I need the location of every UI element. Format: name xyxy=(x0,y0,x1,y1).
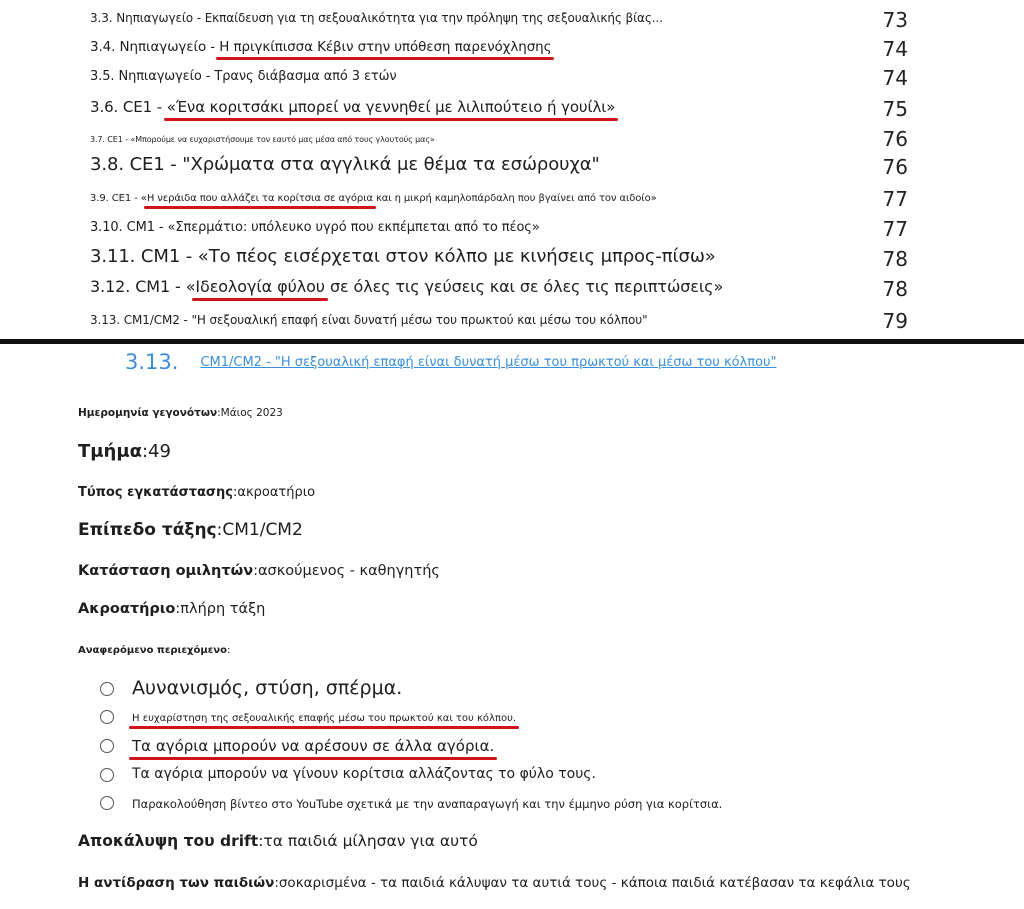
toc-page-number: 75 xyxy=(882,97,908,121)
toc-entry-prefix: 3.12. CM1 - « xyxy=(90,277,196,296)
toc-entry-title: 3.11. CM1 - «Το πέος εισέρχεται στον κόλπο με κινήσεις μπρος-πίσω» xyxy=(90,246,716,267)
field-label: Η αντίδραση των παιδιών xyxy=(78,875,275,891)
toc-page-number: 78 xyxy=(882,247,908,271)
list-item-text: Η ευχαρίστηση της σεξουαλικής επαφής μέσω του πρωκτού και του κόλπου. xyxy=(132,713,517,724)
toc-page-number: 77 xyxy=(882,217,908,241)
toc-page-number: 78 xyxy=(882,277,908,301)
toc-entry-title: 3.3. Νηπιαγωγείο - Εκπαίδευση για τη σεξουαλικότητα για την πρόληψη της σεξουαλικής βίας... xyxy=(90,11,663,25)
toc-page-number: 74 xyxy=(882,37,908,61)
field-label: Κατάσταση ομιλητών xyxy=(78,563,254,579)
toc-page-number: 79 xyxy=(882,309,908,333)
list-item-text: Παρακολούθηση βίντεο στο YouTube σχετικά με την αναπαραγωγή και την έμμηνο ρύση για κορίτσια. xyxy=(132,797,723,811)
field-value: τα παιδιά μίλησαν για αυτό xyxy=(263,832,478,850)
field-label: Τμήμα xyxy=(78,441,142,462)
section-heading xyxy=(125,350,777,374)
field-content-label: Αναφερόμενο περιεχόμενο: xyxy=(78,645,231,656)
field-class-level: Επίπεδο τάξης:CM1/CM2 xyxy=(78,520,303,540)
toc-entry-title: 3.5. Νηπιαγωγείο - Τρανς διάβασμα από 3 ετών xyxy=(90,69,397,84)
field-value: CM1/CM2 xyxy=(222,520,303,540)
toc-entry-underlined: Η πριγκίπισσα Κέβιν στην υπόθεση παρενόχλησης xyxy=(219,39,552,55)
toc-entry-underlined: «Ένα κοριτσάκι μπορεί να γεννηθεί με λιλιπούτειο ή γουίλι» xyxy=(166,98,616,116)
circle-bullet-icon xyxy=(100,796,114,810)
toc-entry-title: 3.8. CE1 - "Χρώματα στα αγγλικά με θέμα τα εσώρουχα" xyxy=(90,154,600,175)
toc-entry-3-6[interactable] xyxy=(90,94,920,120)
toc-entry-title: 3.13. CM1/CM2 - "Η σεξουαλική επαφή είναι δυνατή μέσω του πρωκτού και μέσω του κόλπου" xyxy=(90,313,648,327)
field-label: Αποκάλυψη του drift xyxy=(78,832,259,850)
field-label: Επίπεδο τάξης xyxy=(78,520,217,540)
toc-page-number: 76 xyxy=(882,155,908,179)
toc-entry-3-11[interactable] xyxy=(90,244,920,270)
circle-bullet-icon xyxy=(100,682,114,696)
toc-entry-prefix: 3.6. CE1 - xyxy=(90,98,167,116)
toc-entry-3-3[interactable] xyxy=(90,5,920,31)
field-label: Αναφερόμενο περιεχόμενο xyxy=(78,645,227,656)
toc-entry-3-8[interactable] xyxy=(90,152,920,178)
list-item-text: Αυνανισμός, στύση, σπέρμα. xyxy=(132,677,403,699)
field-date: Ημερομηνία γεγονότων:Μάιος 2023 xyxy=(78,407,283,419)
field-value: σοκαρισμένα - τα παιδιά κάλυψαν τα αυτιά τους - κάποια παιδιά κατέβασαν τα κεφάλια τους xyxy=(278,875,911,891)
field-reaction: Η αντίδραση των παιδιών:σοκαρισμένα - τα παιδιά κάλυψαν τα αυτιά τους - κάποια παιδιά κατέβασαν τα κεφάλια τους xyxy=(78,875,911,891)
circle-bullet-icon xyxy=(100,710,114,724)
field-facility-type: Τύπος εγκατάστασης:ακροατήριο xyxy=(78,485,316,500)
toc-entry-underlined: Ιδεολογία φύλου xyxy=(195,277,325,296)
list-item-text: Τα αγόρια μπορούν να γίνουν κορίτσια αλλάζοντας το φύλο τους. xyxy=(132,766,596,782)
field-value: πλήρη τάξη xyxy=(180,601,266,617)
toc-page-number: 76 xyxy=(882,127,908,151)
field-drift: Αποκάλυψη του drift:τα παιδιά μίλησαν για αυτό xyxy=(78,832,478,850)
toc-entry-3-4[interactable] xyxy=(90,34,920,60)
list-item-text: Τα αγόρια μπορούν να αρέσουν σε άλλα αγόρια. xyxy=(132,737,495,755)
toc-entry-suffix: σε όλες τις γεύσεις και σε όλες τις περιπτώσεις» xyxy=(324,277,724,296)
field-label: Ακροατήριο xyxy=(78,601,176,617)
toc-entry-3-5[interactable] xyxy=(90,63,920,89)
circle-bullet-icon xyxy=(100,768,114,782)
field-value: ακροατήριο xyxy=(237,485,316,500)
page-divider xyxy=(0,339,1024,344)
toc-entry-3-13[interactable] xyxy=(90,306,920,332)
section-number: 3.13. xyxy=(125,350,179,374)
toc-page-number: 73 xyxy=(882,8,908,32)
field-audience: Ακροατήριο:πλήρη τάξη xyxy=(78,601,266,617)
toc-entry-3-12[interactable] xyxy=(90,274,920,300)
toc-entry-suffix: και η μικρή καμηλοπάρδαλη που βγαίνει από τον αιδοίο» xyxy=(372,193,657,204)
field-label: Τύπος εγκατάστασης xyxy=(78,485,234,500)
toc-entry-3-9[interactable] xyxy=(90,184,920,210)
table-of-contents xyxy=(0,0,1024,340)
field-label: Ημερομηνία γεγονότων xyxy=(78,407,218,419)
field-value: Μάιος 2023 xyxy=(220,407,283,419)
field-speakers: Κατάσταση ομιλητών:ασκούμενος - καθηγητής xyxy=(78,563,440,579)
section-title-link[interactable]: CM1/CM2 - "Η σεξουαλική επαφή είναι δυνατή μέσω του πρωκτού και μέσω του κόλπου" xyxy=(200,354,777,370)
toc-entry-3-7[interactable] xyxy=(90,124,920,150)
field-value: ασκούμενος - καθηγητής xyxy=(258,563,440,579)
toc-entry-title: 3.10. CM1 - «Σπερμάτιο: υπόλευκο υγρό που εκπέμπεται από το πέος» xyxy=(90,220,540,235)
toc-page-number: 77 xyxy=(882,187,908,211)
toc-entry-3-10[interactable] xyxy=(90,214,920,240)
field-value: 49 xyxy=(148,441,171,462)
toc-entry-title: 3.7. CE1 - «Μπορούμε να ευχαριστήσουμε τον εαυτό μας μέσα από τους γλουτούς μας» xyxy=(90,135,435,144)
circle-bullet-icon xyxy=(100,739,114,753)
toc-entry-underlined: Η νεράιδα που αλλάζει τα κορίτσια σε αγόρια xyxy=(146,193,373,204)
toc-entry-prefix: 3.4. Νηπιαγωγείο - xyxy=(90,39,220,55)
toc-page-number: 74 xyxy=(882,66,908,90)
field-department: Τμήμα:49 xyxy=(78,441,171,462)
toc-entry-prefix: 3.9. CE1 - « xyxy=(90,193,147,204)
